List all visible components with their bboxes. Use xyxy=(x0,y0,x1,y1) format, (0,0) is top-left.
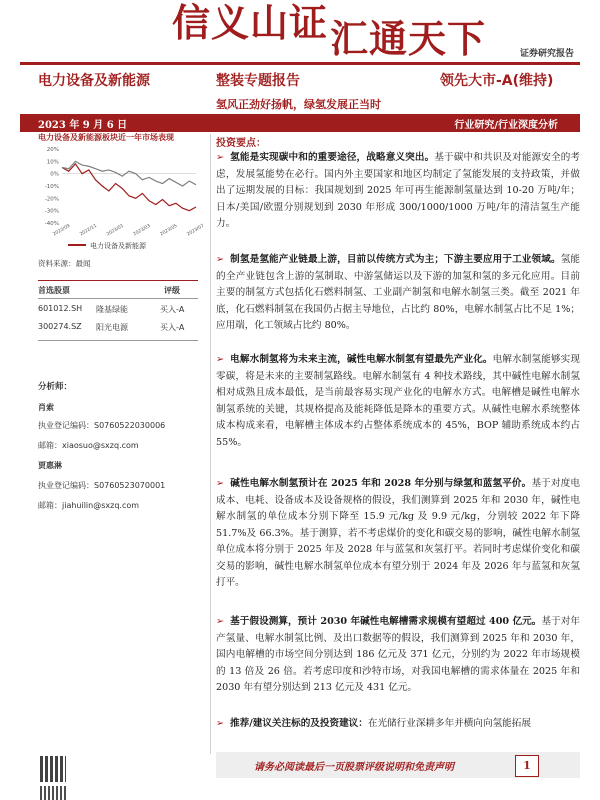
y-tick-label: -20% xyxy=(44,196,59,203)
qr-code-icon xyxy=(40,786,66,800)
stocks-header-rating: 评级 xyxy=(164,286,180,295)
report-type: 整装专题报告 xyxy=(216,73,300,89)
analyst-reg: 执业登记编码：S0760522030006 xyxy=(38,421,166,430)
x-tick-label: 2023/05 xyxy=(159,223,179,238)
report-category: 行业研究/行业深度分析 xyxy=(454,120,558,131)
stock-rating: 买入-A xyxy=(160,323,185,332)
bullet-icon: ➢ xyxy=(216,254,225,265)
bullet-icon: ➢ xyxy=(216,718,225,729)
key-point-paragraph: ➢ 氢能是实现碳中和的重要途径，战略意义突出。基于碳中和共识及对能源安全的考虑，发展氢能势在必行。国内外主要国家和地区均制定了氢能发展的支持政策，并做出了远期发展的目标：我国规划到 2025 年可再生能源制氢量达到 10-20 万吨/年；日本/美国/欧盟分别规划到 2030 年形成 300/1000/1000 万吨/年的清洁氢生产能力。 xyxy=(216,152,581,229)
y-tick-label: -30% xyxy=(44,208,59,215)
stock-name: 阳光电源 xyxy=(96,323,128,332)
stocks-divider-mid xyxy=(38,298,198,299)
x-tick-label: 2022/11 xyxy=(79,223,98,238)
header-divider xyxy=(20,62,580,65)
y-tick-label: 0% xyxy=(50,171,59,178)
footer-disclaimer[interactable]: 请务必阅读最后一页股票评级说明和免责声明 xyxy=(254,762,454,773)
stock-code: 300274.SZ xyxy=(38,322,82,331)
bullet-icon: ➢ xyxy=(216,478,225,489)
slogan-left: 信义山证 xyxy=(172,0,329,45)
analyst-email[interactable]: 邮箱：jiahuilin@sxzq.com xyxy=(38,501,140,510)
y-tick-label: 20% xyxy=(46,147,59,153)
stock-code: 601012.SH xyxy=(38,304,83,313)
column-divider xyxy=(210,134,211,754)
slogan-right: 汇通天下 xyxy=(330,16,487,61)
y-tick-label: -40% xyxy=(44,221,59,227)
y-tick-label: -10% xyxy=(44,184,59,190)
key-point-paragraph: ➢ 电解水制氢将为未来主流，碱性电解水制氢有望最先产业化。电解水制氢能够实现零碳，将是未来的主要制氢路线。电解水制氢有 4 种技术路线，其中碱性电解水制氢相对成熟且成本最低，是当前最容易实现产业化的电解水方式。电解槽是碱性电解水制氢系统的关键，其规格提高及能耗降低是降本的重要方式。从碱性电解水系统整体成本构成来看，电解槽主体成本约占整体系统成本的 45%，BOP 辅助系统成本约占 55%。 xyxy=(216,354,581,448)
x-tick-label: 2023/01 xyxy=(106,223,125,238)
x-tick-label: 2023/07 xyxy=(186,223,206,238)
analyst-reg: 执业登记编码：S0760523070001 xyxy=(38,481,166,490)
key-point-paragraph: ➢ 基于假设测算，预计 2030 年碱性电解槽需求规模有望超过 400 亿元。基于对年产氢量、电解水制氢比例、及出口数据等的假设，我们测算到 2025 年和 2030 年，国内电解槽的市场空间分别达到 186 亿元及 371 亿元，分别约为 2022 年市场规模的 13 倍及 26 倍。若考虑印度和沙特市场，对我国电解槽的需求体量在 2025 年和 2030 年有望分别达到 213 亿元及 431 亿元。 xyxy=(216,616,580,693)
key-point-paragraph: ➢ 碱性电解水制氢预计在 2025 年和 2028 年分别与绿氢和蓝氢平价。基于对度电成本、电耗、设备成本及设备规格的假设，我们测算到 2025 年和 2030 年，碱性电解水制氢的单位成本分别下降至 15.9 元/kg 及 9.9 元/kg，分别较 2022 年下降 51.7%及 66.3%。基于测算，若不考虑煤价的变化和碳交易的影响，碱性电解水制氢单位成本将分别于 2025 年及 2028 年与蓝氢和灰氢打平。若同时考虑煤价变化和碳交易的影响，碱性电解水制氢单位成本有望分别于 2024 年及 2026 年与蓝氢和灰氢打平。 xyxy=(216,478,581,588)
bullet-icon: ➢ xyxy=(216,354,225,365)
qr-code-icon xyxy=(40,756,66,782)
stocks-divider-top xyxy=(38,280,198,281)
stocks-header-name: 首选股票 xyxy=(38,286,70,295)
bullet-icon: ➢ xyxy=(216,616,225,627)
y-tick-label: 10% xyxy=(46,159,59,166)
stock-rating: 买入-A xyxy=(160,305,185,314)
bullet-icon: ➢ xyxy=(216,152,225,163)
stock-name: 隆基绿能 xyxy=(96,305,128,314)
industry-title: 电力设备及新能源 xyxy=(38,73,150,89)
rating-label: 领先大市-A(维持) xyxy=(440,73,554,89)
key-points-title: 投资要点： xyxy=(216,138,266,149)
stocks-divider-bottom xyxy=(38,340,198,341)
analysts-title: 分析师： xyxy=(38,382,73,392)
report-subtitle: 氢风正劲好扬帆，绿氢发展正当时 xyxy=(216,98,381,111)
key-point-paragraph: ➢ 制氢是氢能产业链最上游，目前以传统方式为主；下游主要应用于工业领域。氢能的全产业链包含上游的氢制取、中游氢储运以及下游的加氢和氢的多元化应用。目前主要的制氢方式包括化石燃料制氢、工业副产制氢和电解水制氢三类。截至 2021 年底，化石燃料制氢在我国仍占据主导地位，占比约 80%，电解水制氢占比不足 1%；应用端，化工领域占比约 80%。 xyxy=(216,254,581,331)
legend-label: 电力设备及新能源 xyxy=(90,242,146,250)
analyst-email[interactable]: 邮箱：xiaosuo@sxzq.com xyxy=(38,441,139,450)
research-tag: 证券研究报告 xyxy=(520,49,575,59)
x-tick-label: 2022/09 xyxy=(52,223,72,238)
analyst-name: 肖索 xyxy=(38,403,54,412)
analyst-name: 贾惠淋 xyxy=(38,461,62,470)
x-tick-label: 2023/03 xyxy=(132,223,152,238)
key-point-paragraph: ➢ 推荐/建议关注标的及投资建议：在光储行业深耕多年并横向向氢能拓展 xyxy=(216,718,531,729)
performance-chart xyxy=(38,143,206,255)
chart-source: 资料来源：最闻 xyxy=(38,259,91,268)
report-date: 2023 年 9 月 6 日 xyxy=(38,120,128,131)
page-number: 1 xyxy=(515,755,539,777)
chart-title: 电力设备及新能源板块近一年市场表现 xyxy=(38,133,174,142)
